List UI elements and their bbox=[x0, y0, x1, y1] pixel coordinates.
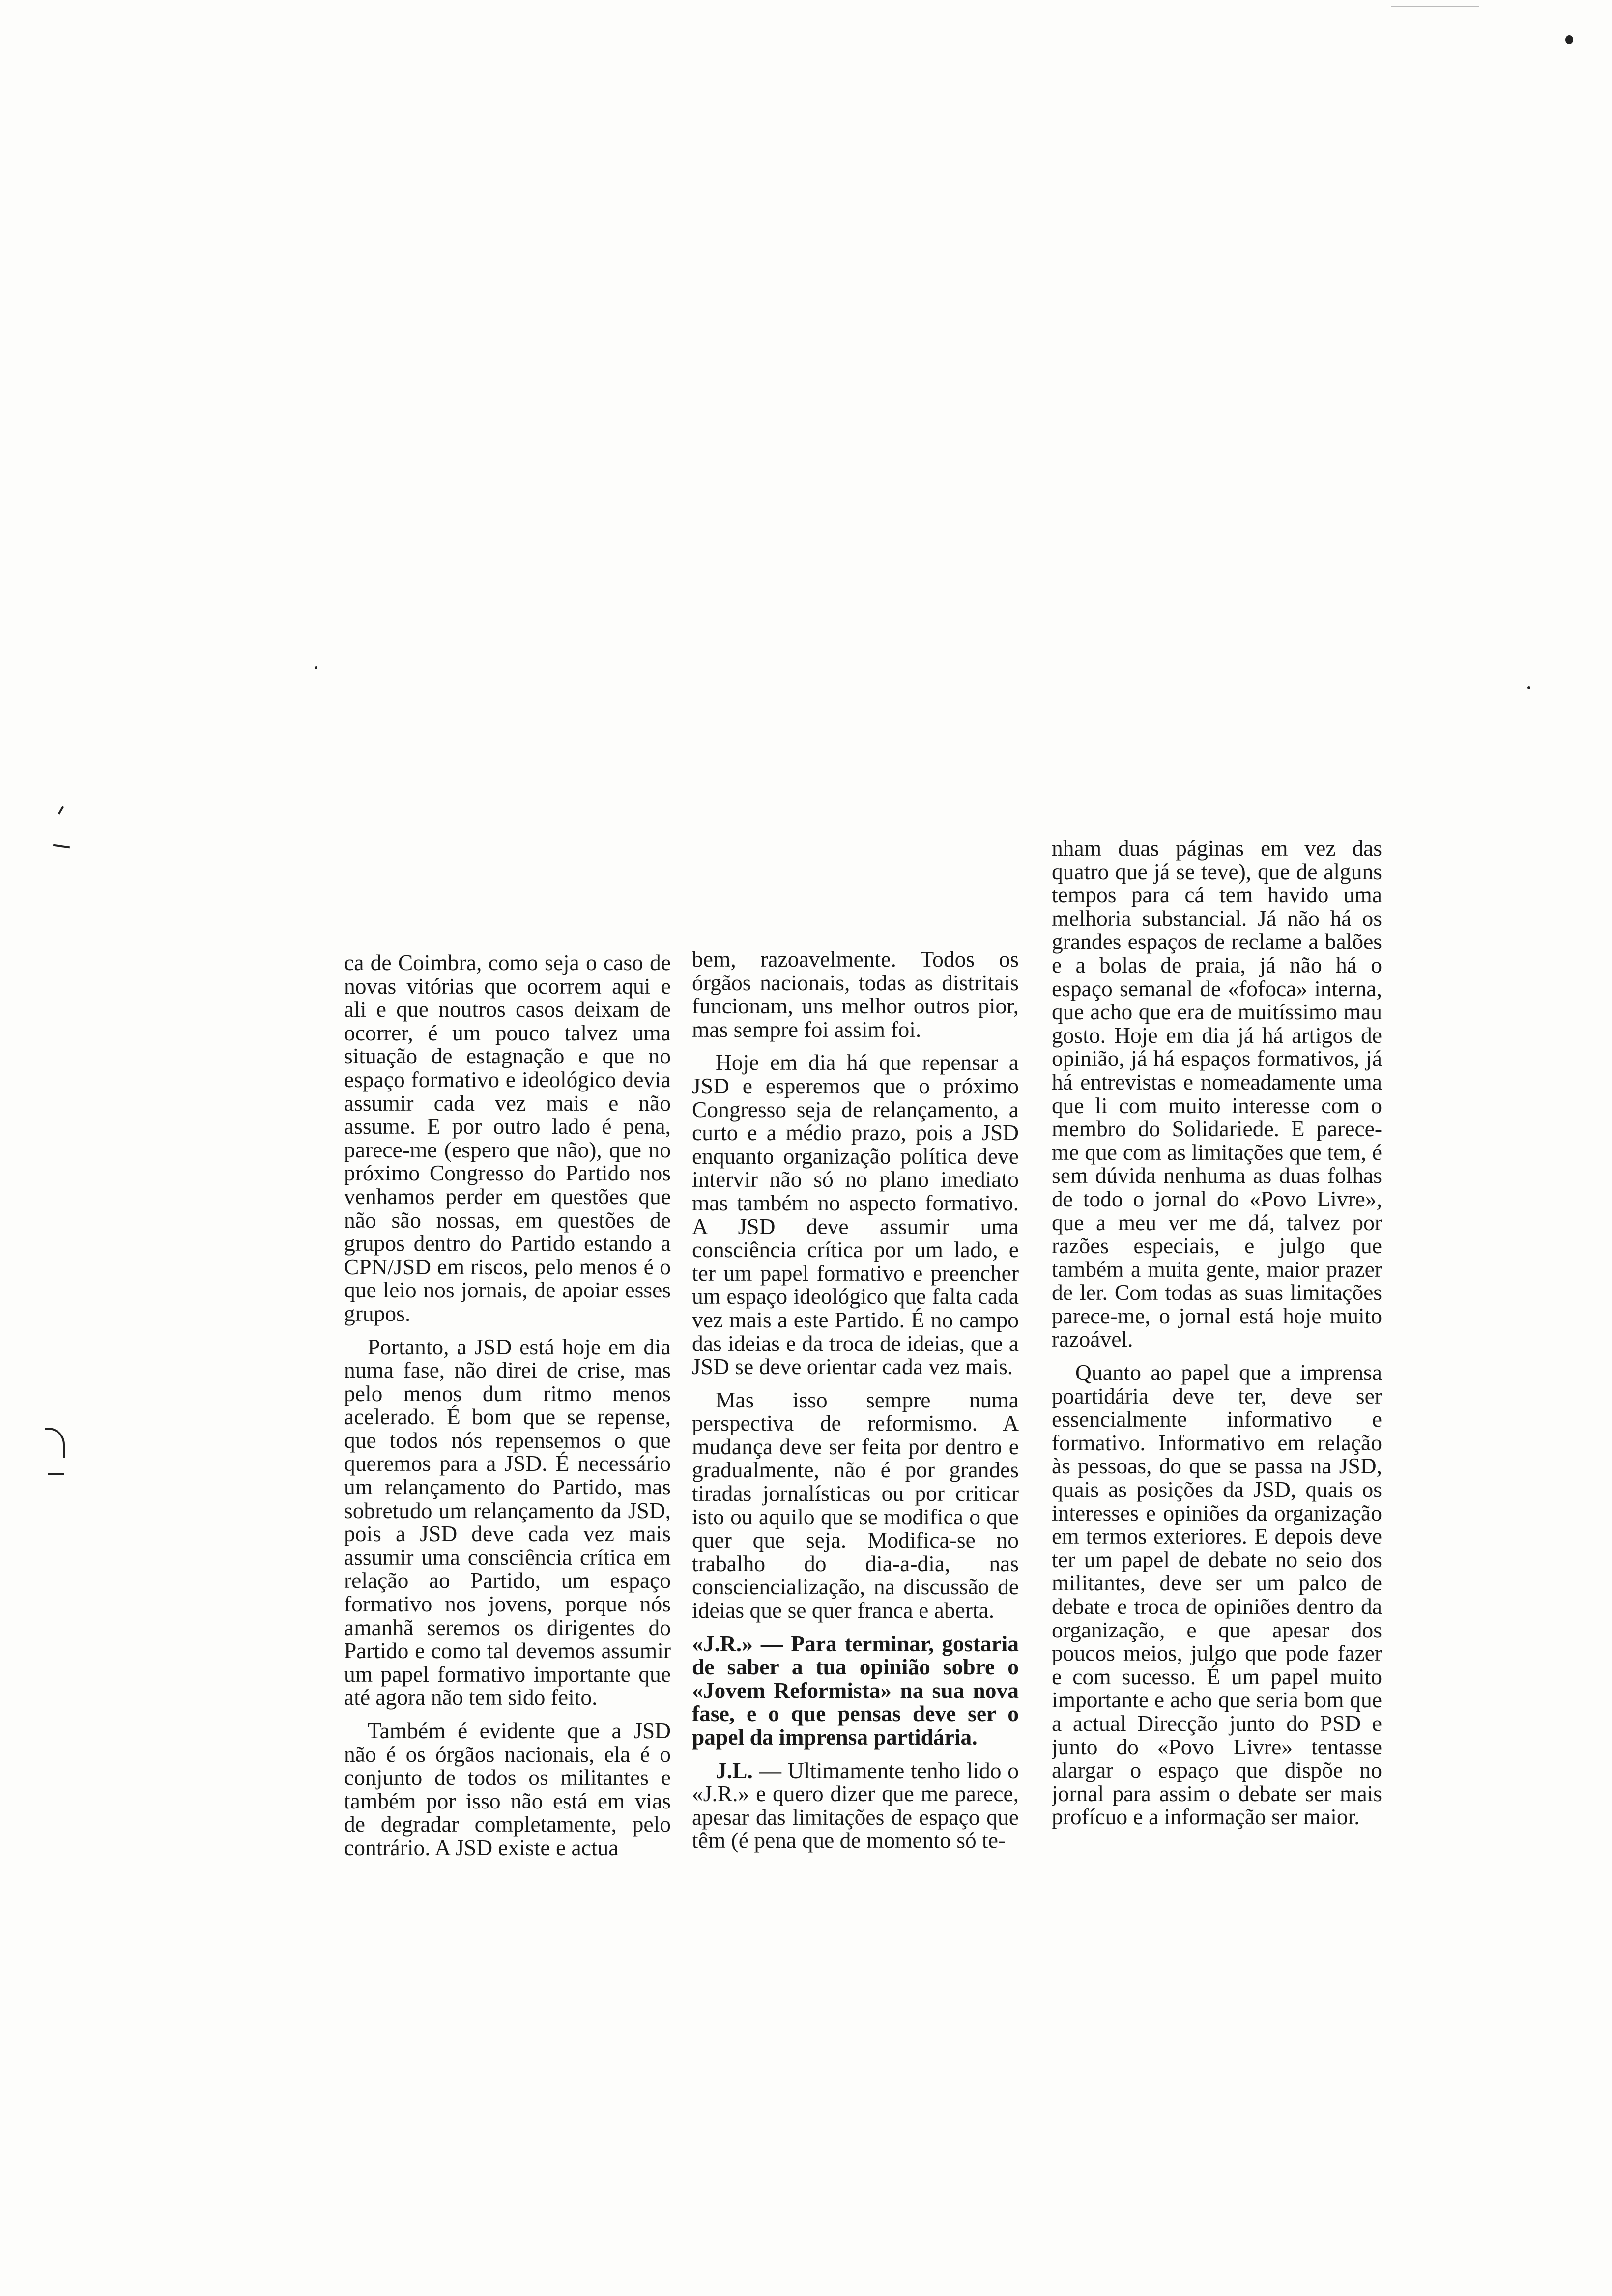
scan-speck bbox=[315, 666, 317, 669]
paragraph: Hoje em dia há que repensar a JSD e esperemos que o próximo Congresso seja de relançamento, a curto e a médio prazo, pois a JSD enquanto organização política deve intervir não só no plano imediato mas também no aspecto formativo. A JSD deve assumir uma consciência crítica por um lado, e ter um papel formativo e preencher um espaço ideológico que falta cada vez mais a este Partido. É no campo das ideias e da troca de ideias, que a JSD se deve orientar cada vez mais. bbox=[692, 1050, 1019, 1379]
article-column-2 bbox=[692, 947, 1019, 2082]
binding-hole-mark bbox=[45, 1428, 65, 1458]
paragraph: Mas isso sempre numa perspectiva de reformismo. A mudança deve ser feita por dentro e gradualmente, não é por grandes tiradas jornalísticas ou por criticar isto ou aquilo que se modifica o que quer que seja. Modifica-se no trabalho do dia-a-dia, nas consciencialização, na discussão de ideias que se quer franca e aberta. bbox=[692, 1387, 1019, 1623]
paragraph: Quanto ao papel que a imprensa poartidária deve ter, deve ser essencialmente informativo e formativo. Informativo em relação às pessoas, do que se passa na JSD, quais as posições da JSD, quais os interesses e opiniões da organização em termos exteriores. E depois deve ter um papel de debate no seio dos militantes, deve ser um palco de debate e troca de opiniões dentro da organização, e que apesar dos poucos meios, julgo que pode fazer e com sucesso. É um papel muito importante e acho que seria bom que a actual Direcção junto do PSD e junto do «Povo Livre» tentasse alargar o espaço que dispõe no jornal para assim o debate ser mais profícuo e a informação ser maior. bbox=[1052, 1360, 1382, 1830]
scan-speck bbox=[48, 1473, 64, 1475]
interview-answer bbox=[692, 1759, 1019, 1852]
paragraph: nham duas páginas em vez das quatro que já se teve), que de alguns tempos para cá tem havido uma melhoria substancial. Já não há os grandes espaços de reclame a balões e a bolas de praia, já não há o espaço semanal de «fofoca» interna, que acho que era de muitíssimo mau gosto. Hoje em dia já há artigos de opinião, já há espaços formativos, já há entrevistas e nomeadamente uma que li com muito interesse com o membro do Solidariede. E parece-me que com as limitações que tem, é sem dúvida nenhuma as duas folhas de todo o jornal do «Povo Livre», que a meu ver me dá, talvez por razões especiais, e julgo que também a muita gente, maior prazer de ler. Com todas as suas limitações parece-me, o jornal está hoje muito razoável. bbox=[1052, 836, 1382, 1352]
paragraph: bem, razoavelmente. Todos os órgãos nacionais, todas as distritais funcionam, uns melhor outros pior, mas sempre foi assim foi. bbox=[692, 947, 1019, 1042]
article-column-3 bbox=[1052, 836, 1382, 2085]
scan-speck bbox=[1565, 35, 1573, 44]
paragraph: Também é evidente que a JSD não é os órgãos nacionais, ela é o conjunto de todos os militantes e também por isso não está em vias de degradar completamente, pelo contrário. A JSD existe e actua bbox=[344, 1718, 671, 1860]
paragraph: Portanto, a JSD está hoje em dia numa fase, não direi de crise, mas pelo menos dum ritmo menos acelerado. É bom que se repense, que todos nós repensemos o que queremos para a JSD. É necessário um relançamento do Partido, mas sobretudo um relançamento da JSD, pois a JSD deve cada vez mais assumir uma consciência crítica em relação ao Partido, um espaço formativo nos jovens, porque nós amanhã seremos os dirigentes do Partido e como tal devemos assumir um papel formativo importante que até agora não tem sido feito. bbox=[344, 1334, 671, 1710]
article-column-1 bbox=[344, 951, 671, 2081]
scan-speck bbox=[1527, 686, 1530, 689]
scan-speck bbox=[58, 806, 64, 815]
scan-edge-line bbox=[1391, 6, 1479, 7]
interview-question: «J.R.» — Para terminar, gostaria de saber a tua opinião sobre o «Jovem Reformista» na sua nova fase, e o que pensas deve ser o papel da imprensa partidária. bbox=[692, 1631, 1019, 1750]
answer-speaker: J.L. bbox=[716, 1757, 753, 1783]
paragraph: ca de Coimbra, como seja o caso de novas vitórias que ocorrem aqui e ali e que noutros casos deixam de ocorrer, é um pouco talvez uma situação de estagnação e que no espaço formativo e ideológico devia assumir cada vez mais e não assume. E por outro lado é pena, parece-me (espero que não), que no próximo Congresso do Partido nos venhamos perder em questões que não são nossas, em questões de grupos dentro do Partido estando a CPN/JSD em riscos, pelo menos é o que leio nos jornais, de apoiar esses grupos. bbox=[344, 951, 671, 1326]
scan-speck bbox=[53, 844, 70, 849]
answer-text: — Ultimamente tenho lido o «J.R.» e quero dizer que me parece, apesar das limitações de espaço que têm (é pena que de momento só te- bbox=[692, 1757, 1019, 1853]
